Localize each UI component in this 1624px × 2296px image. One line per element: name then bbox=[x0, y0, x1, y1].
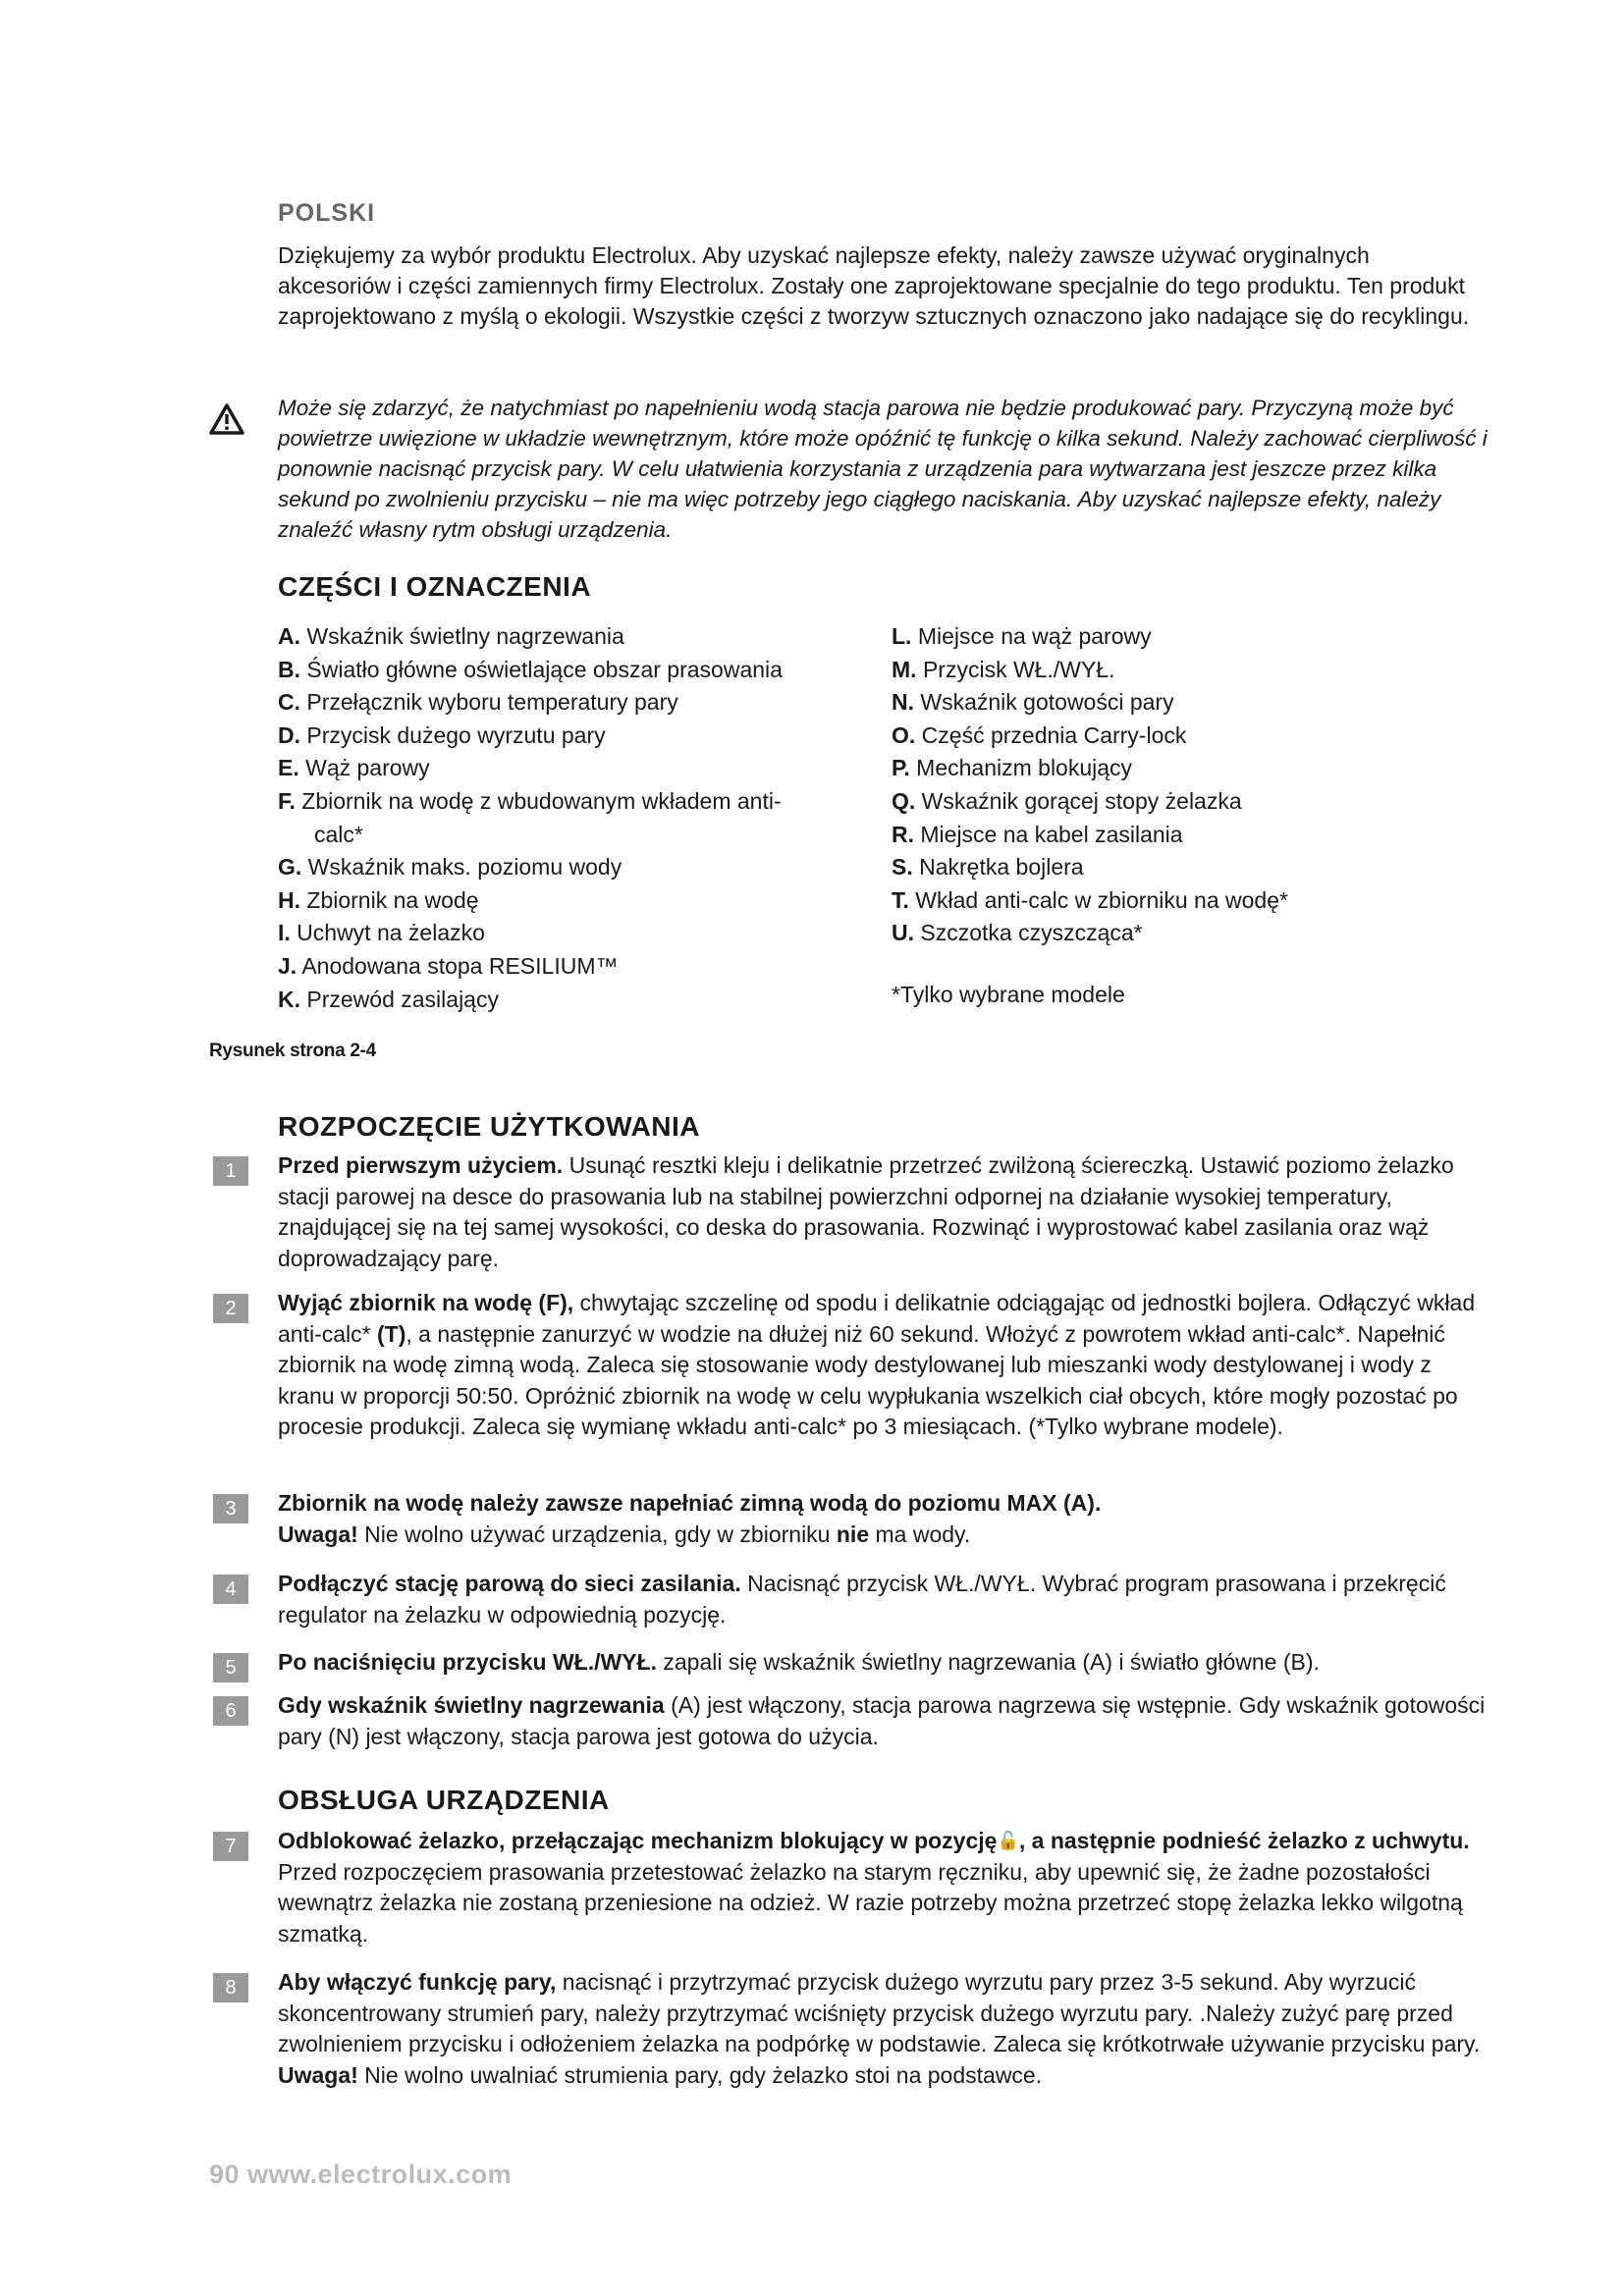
step-number: 7 bbox=[213, 1832, 248, 1861]
step-text: Gdy wskaźnik świetlny nagrzewania (A) jest włączony, stacja parowa nagrzewa się wstępnie. Gdy wskaźnik gotowości pary (N) jest włączony, stacja parowa jest gotowa do użycia. bbox=[278, 1692, 1486, 1749]
list-item: Q. Wskaźnik gorącej stopy żelazka bbox=[892, 787, 1242, 814]
step-number: 4 bbox=[213, 1575, 248, 1604]
warning-text: Może się zdarzyć, że natychmiast po napełnieniu wodą stacja parowa nie będzie produkować pary. Przyczyną może być powietrze uwięzione w układzie wewnętrznym, które może opóźnić tę funkcję o kilka sekund. Należy zachować cierpliwość i ponownie nacisnąć przycisk pary. W celu ułatwienia korzystania z urządzenia para wytwarzana jest jeszcze przez kilka sekund po zwolnieniu przycisku – nie ma więc potrzeby jego ciągłego naciskania. Aby uzyskać najlepsze efekty, należy znaleźć własny rytm obsługi urządzenia. bbox=[278, 396, 1488, 542]
step-text: Aby włączyć funkcję pary, nacisnąć i przytrzymać przycisk dużego wyrzutu pary przez 3-5 sekund. Aby wyrzucić skoncentrowany strumień pary, należy przytrzymać wciśnięty przycisk dużego wyrzutu pary. .Należy zużyć parę przed zwolnieniem przycisku i odłożeniem żelazka na podpórkę w podstawie. Zaleca się krótkotrwałe używanie przycisku pary. Uwaga! Nie wolno uwalniać strumienia pary, gdy żelazko stoi na podstawce. bbox=[278, 1969, 1481, 2088]
warning-triangle-icon bbox=[209, 402, 244, 436]
language-heading: POLSKI bbox=[278, 199, 376, 227]
list-item: N. Wskaźnik gotowości pary bbox=[892, 689, 1174, 716]
start-heading: ROZPOCZĘCIE UŻYTKOWANIA bbox=[278, 1111, 700, 1142]
step-text: Zbiornik na wodę należy zawsze napełniać zimną wodą do poziomu MAX (A). Uwaga! Nie wolno używać urządzenia, gdy w zbiorniku nie ma wody. bbox=[278, 1490, 1102, 1547]
list-item: T. Wkład anti-calc w zbiorniku na wodę* bbox=[892, 886, 1288, 913]
step-text: Przed pierwszym użyciem. Usunąć resztki kleju i delikatnie przetrzeć zwilżoną ściereczką. Ustawić poziomo żelazko stacji parowej na desce do prasowania lub na stabilnej powierzchni odpornej na działanie wysokiej temperatury, znajdującej się na tej samej wysokości, co deska do prasowania. Rozwinąć i wyprostować kabel zasilania oraz wąż doprowadzający parę. bbox=[278, 1152, 1454, 1271]
list-item: M. Przycisk WŁ./WYŁ. bbox=[892, 656, 1115, 682]
step-text: Podłączyć stację parową do sieci zasilania. Nacisnąć przycisk WŁ./WYŁ. Wybrać program prasowana i przekręcić regulator na żelazku w odpowiednią pozycję. bbox=[278, 1571, 1446, 1628]
intro-paragraph: Dziękujemy za wybór produktu Electrolux. Aby uzyskać najlepsze efekty, należy zawsze używać oryginalnych akcesoriów i części zamiennych firmy Electrolux. Zostały one zaprojektowane specjalnie do tego produktu. Ten produkt zaprojektowano z myślą o ekologii. Wszystkie części z tworzyw sztucznych oznaczono jako nadające się do recyklingu. bbox=[278, 242, 1470, 329]
step-number: 1 bbox=[213, 1156, 248, 1186]
step-text: Odblokować żelazko, przełączając mechanizm blokujący w pozycję🔓, a następnie podnieść żelazko z uchwytu. Przed rozpoczęciem prasowania przetestować żelazko na starym ręczniku, aby upewnić się, że żadne pozostałości wewnątrz żelazka nie zostaną przeniesione na odzież. W razie potrzeby można przetrzeć stopę żelazka lekko wilgotną szmatką. bbox=[278, 1828, 1470, 1947]
list-item: H. Zbiornik na wodę bbox=[278, 886, 479, 913]
step-text: Po naciśnięciu przycisku WŁ./WYŁ. zapali się wskaźnik świetlny nagrzewania (A) i światło główne (B). bbox=[278, 1649, 1320, 1675]
list-item: I. Uchwyt na żelazko bbox=[278, 920, 485, 946]
list-item: L. Miejsce na wąż parowy bbox=[892, 623, 1152, 649]
step-number: 8 bbox=[213, 1973, 248, 2002]
step-text: Wyjąć zbiornik na wodę (F), chwytając szczelinę od spodu i delikatnie odciągając od jednostki bojlera. Odłączyć wkład anti-calc* (T), a następnie zanurzyć w wodzie na dłużej niż 60 sekund. Włożyć z powrotem wkład anti-calc*. Napełnić zbiornik na wodę zimną wodą. Zaleca się stosowanie wody destylowanej lub mieszanki wody destylowanej i wody z kranu w proporcji 50:50. Opróżnić zbiornik na wodę w celu wypłukania wszelkich ciał obcych, które mogły pozostać po procesie produkcji. Zaleca się wymianę wkładu anti-calc* po 3 miesiącach. (*Tylko wybrane modele). bbox=[278, 1290, 1476, 1439]
list-item: O. Część przednia Carry-lock bbox=[892, 721, 1187, 748]
parts-footnote: *Tylko wybrane modele bbox=[892, 982, 1125, 1007]
list-item: A. Wskaźnik świetlny nagrzewania bbox=[278, 623, 624, 649]
list-item: F. Zbiornik na wodę z wbudowanym wkładem anti- calc* bbox=[278, 787, 782, 847]
step-number: 6 bbox=[213, 1696, 248, 1726]
operation-heading: OBSŁUGA URZĄDZENIA bbox=[278, 1785, 610, 1815]
list-item: J. Anodowana stopa RESILIUM™ bbox=[278, 952, 619, 979]
figure-reference: Rysunek strona 2-4 bbox=[209, 1041, 376, 1061]
page-footer: 90 www.electrolux.com bbox=[209, 2160, 513, 2189]
unlock-icon: 🔓 bbox=[997, 1831, 1019, 1850]
list-item: K. Przewód zasilający bbox=[278, 986, 499, 1012]
list-item: B. Światło główne oświetlające obszar prasowania bbox=[278, 656, 783, 682]
list-item: U. Szczotka czyszcząca* bbox=[892, 920, 1143, 946]
list-item: S. Nakrętka bojlera bbox=[892, 854, 1084, 881]
step-number: 5 bbox=[213, 1653, 248, 1682]
step-number: 2 bbox=[213, 1294, 248, 1323]
list-item: G. Wskaźnik maks. poziomu wody bbox=[278, 854, 623, 881]
step-number: 3 bbox=[213, 1494, 248, 1523]
list-item: D. Przycisk dużego wyrzutu pary bbox=[278, 721, 606, 748]
list-item: E. Wąż parowy bbox=[278, 755, 430, 781]
parts-list-left bbox=[278, 620, 847, 1016]
list-item: C. Przełącznik wyboru temperatury pary bbox=[278, 689, 678, 716]
parts-list-right bbox=[892, 620, 1441, 950]
list-item: R. Miejsce na kabel zasilania bbox=[892, 821, 1183, 847]
parts-heading: CZĘŚCI I OZNACZENIA bbox=[278, 571, 592, 602]
list-item: P. Mechanizm blokujący bbox=[892, 755, 1133, 781]
